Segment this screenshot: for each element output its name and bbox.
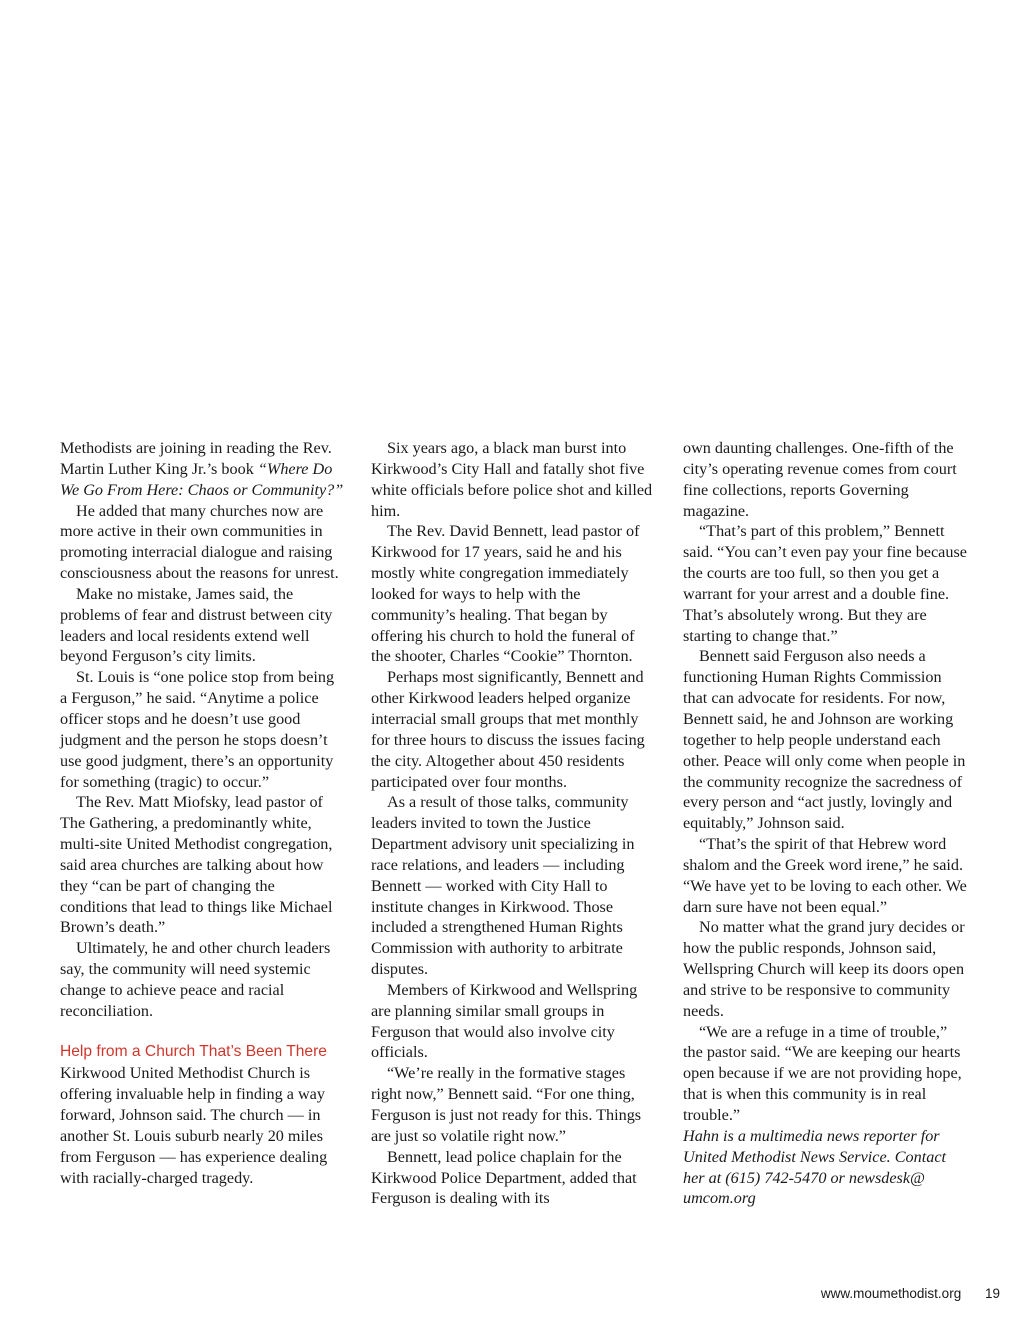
article-column-1 xyxy=(60,438,344,1188)
page-number: 19 xyxy=(984,1286,1000,1301)
paragraph: own daunting challenges. One-fifth of the city’s operating revenue comes from court fine collections, reports Governing magazine. xyxy=(683,439,957,520)
page-footer xyxy=(821,1286,1000,1301)
paragraph: Bennett, lead police chaplain for the Kirkwood Police Department, added that Ferguson is dealing with its xyxy=(371,1147,637,1208)
paragraph: “We’re really in the formative stages right now,” Bennett said. “For one thing, Ferguson is just not ready for this. Things are just so volatile right now.” xyxy=(371,1064,642,1145)
book-title: “Where Do We Go From Here: Chaos or Community?” xyxy=(60,459,344,499)
article-column-3 xyxy=(683,438,967,1209)
paragraph: St. Louis is “one police stop from being a Ferguson,” he said. “Anytime a police officer stops and he doesn’t use good judgment and the person he stops doesn’t use good judgment, there’s an opportunity for something (tragic) to occur.” xyxy=(60,668,335,791)
paragraph: Kirkwood United Methodist Church is offering invaluable help in finding a way forward, Johnson said. The church — in another St. Louis suburb nearly 20 miles from Ferguson — has experience dealing with racially-charged tragedy. xyxy=(60,1064,328,1187)
author-signature: Hahn is a multimedia news reporter for United Methodist News Service. Contact her at (615) 742-5470 or newsdesk@ umcom.org xyxy=(683,1126,946,1208)
paragraph: He added that many churches now are more active in their own communities in promoting interracial dialogue and raising consciousness about the reasons for unrest. xyxy=(60,501,339,583)
website-url[interactable]: www.moumethodist.org xyxy=(820,1286,962,1301)
paragraph: Ultimately, he and other church leaders say, the community will need systemic change to achieve peace and racial reconciliation. xyxy=(60,939,331,1020)
paragraph: No matter what the grand jury decides or how the public responds, Johnson said, Wellspring Church will keep its doors open and strive to be responsive to community needs. xyxy=(683,918,965,1020)
paragraph-text: Methodists are joining in reading the Rev. Martin Luther King Jr.’s book xyxy=(60,439,332,478)
article-column-2 xyxy=(371,438,655,1209)
paragraph: Bennett said Ferguson also needs a functioning Human Rights Commission that can advocate for residents. For now, Bennett said, he and Johnson are working together to help people understand each other. Peace will only come when people in the community recognize the sacredness of every person and “act justly, lovingly and equitably,” Johnson said. xyxy=(683,647,966,833)
paragraph: “We are a refuge in a time of trouble,” the pastor said. “We are keeping our hearts open because if we are not providing hope, that is when this community is in real trouble.” xyxy=(683,1022,962,1124)
section-subhead: Help from a Church That’s Been There xyxy=(60,1043,327,1061)
paragraph: The Rev. Matt Miofsky, lead pastor of The Gathering, a predominantly white, multi-site United Methodist congregation, said area churches are talking about how they “can be part of changing the conditions that lead to things like Michael Brown’s death.” xyxy=(60,793,333,937)
paragraph: As a result of those talks, community leaders invited to town the Justice Department advisory unit specializing in race relations, and leaders — including Bennett — worked with City Hall to institute changes in Kirkwood. Those included a strengthened Human Rights Commission with authority to arbitrate disputes. xyxy=(371,793,635,979)
paragraph: The Rev. David Bennett, lead pastor of Kirkwood for 17 years, said he and his mostly white congregation immediately looked for ways to help with the community’s healing. That began by offering his church to hold the funeral of the shooter, Charles “Cookie” Thornton. xyxy=(371,522,640,666)
paragraph: “That’s the spirit of that Hebrew word shalom and the Greek word irene,” he said. “We have yet to be loving to each other. We darn sure have not been equal.” xyxy=(683,835,967,916)
paragraph: Make no mistake, James said, the problems of fear and distrust between city leaders and local residents extend well beyond Ferguson’s city limits. xyxy=(60,584,333,666)
paragraph xyxy=(60,438,344,501)
paragraph: “That’s part of this problem,” Bennett said. “You can’t even pay your fine because the courts are too full, so then you get a warrant for your arrest and a double fine. That’s absolutely wrong. But they are starting to change that.” xyxy=(683,522,967,645)
paragraph: Six years ago, a black man burst into Kirkwood’s City Hall and fatally shot five white officials before police shot and killed him. xyxy=(371,439,653,520)
paragraph: Members of Kirkwood and Wellspring are planning similar small groups in Ferguson that would also involve city officials. xyxy=(371,980,638,1062)
paragraph: Perhaps most significantly, Bennett and other Kirkwood leaders helped organize interracial small groups that met monthly for three hours to discuss the issues facing the city. Altogether about 450 residents participated over four months. xyxy=(371,668,645,791)
